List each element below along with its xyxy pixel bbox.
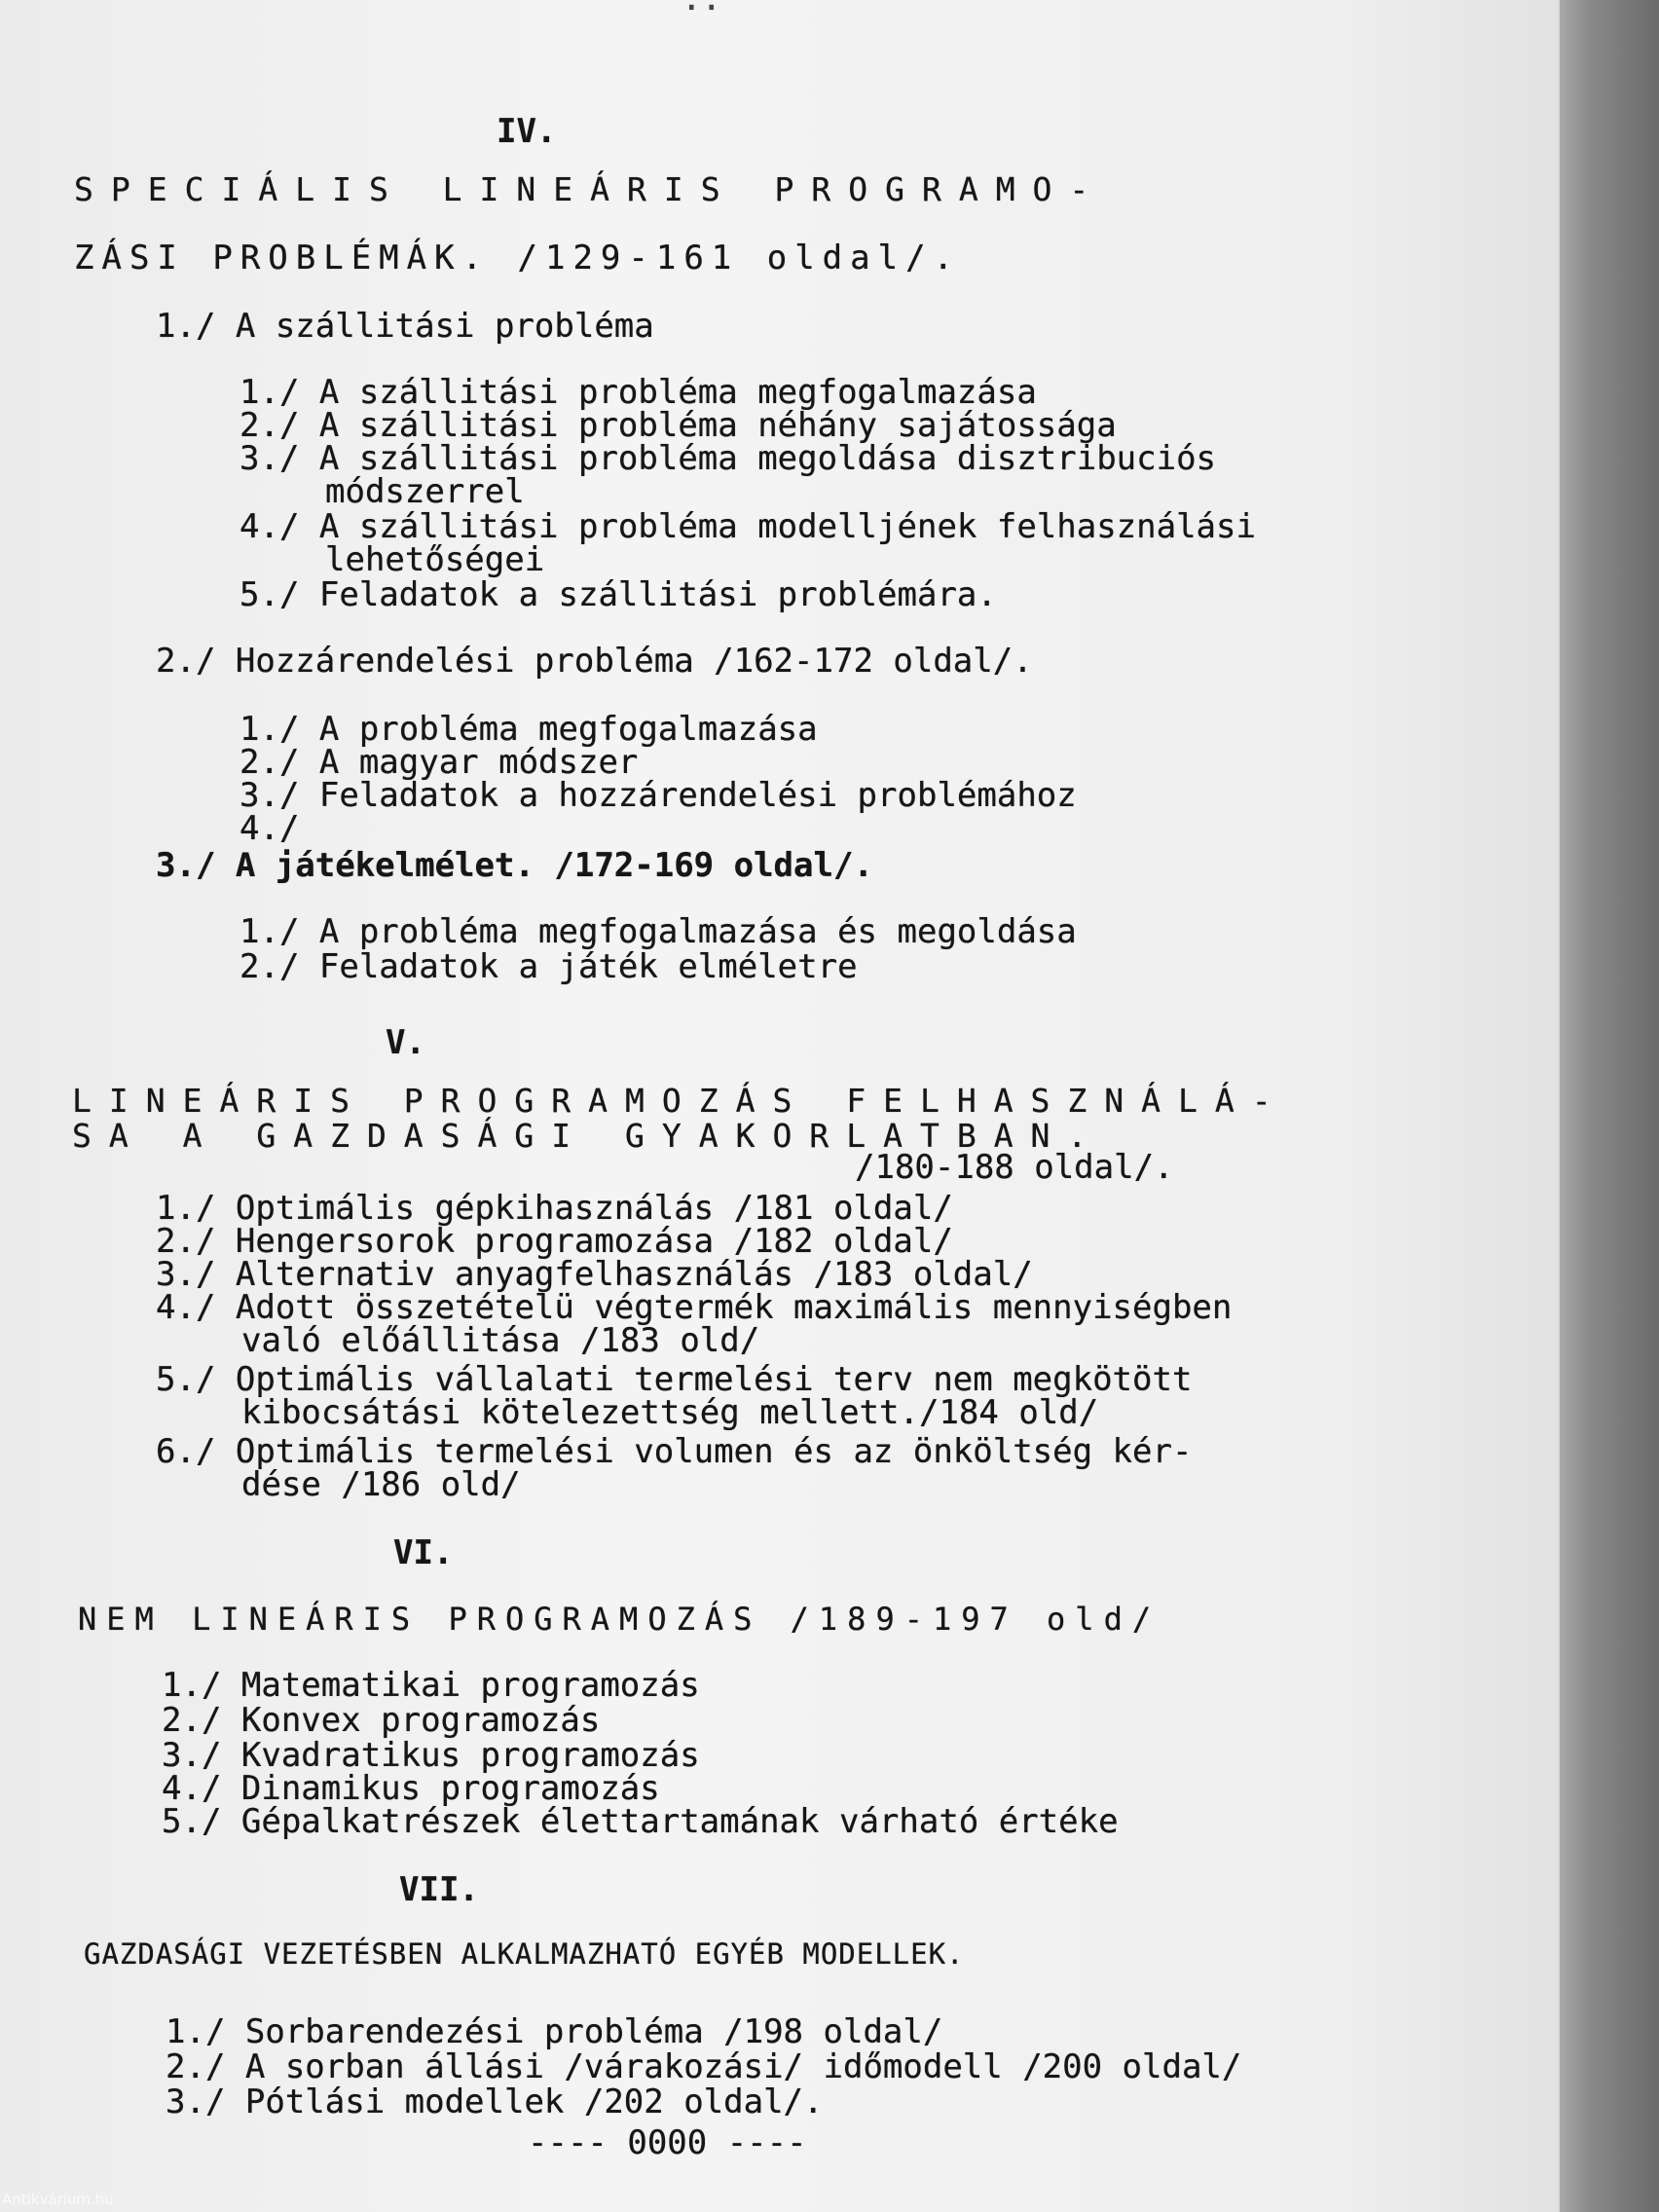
list-item: 1./ Matematikai programozás (162, 1666, 700, 1705)
list-item: 2./ Hengersorok programozása /182 oldal/ (156, 1222, 953, 1261)
list-item: 2./ Feladatok a játék elméletre (240, 947, 858, 986)
top-page-fragment (682, 0, 721, 16)
background-surface (1560, 0, 1659, 2212)
list-item: 2./ Konvex programozás (162, 1701, 601, 1740)
list-item: 3./ Feladatok a hozzárendelési problémához (240, 776, 1077, 815)
list-item: 3./ Pótlási modellek /202 oldal/. (166, 2083, 824, 2121)
list-item-continuation: lehetőségei (325, 540, 545, 579)
section-iv-1-heading: 1./ A szállitási probléma (156, 307, 654, 346)
list-item: 3./ A szállitási probléma megoldása disztribuciós (240, 439, 1217, 478)
list-item: 2./ A sorban állási /várakozási/ időmodell /200 oldal/ (166, 2047, 1242, 2086)
section-iv-3-heading: 3./ A játékelmélet. /172-169 oldal/. (156, 846, 873, 885)
section-iv-numeral: IV. (497, 112, 557, 151)
list-item: 1./ A szállitási probléma megfogalmazása (240, 373, 1037, 412)
section-iv-2-heading: 2./ Hozzárendelési probléma /162-172 oldal/. (156, 642, 1033, 681)
list-item-continuation: kibocsátási kötelezettség mellett./184 old/ (241, 1393, 1099, 1432)
list-item: 6./ Optimális termelési volumen és az önköltség kér- (156, 1432, 1193, 1471)
section-v-numeral: V. (386, 1023, 425, 1062)
list-item: 5./ Feladatok a szállitási problémára. (240, 575, 997, 614)
list-item: 4./ Dinamikus programozás (162, 1769, 660, 1808)
section-vi-numeral: VI. (393, 1533, 454, 1572)
section-v-title-line1: LINEÁRIS PROGRAMOZÁS FELHASZNÁLÁ- (72, 1082, 1289, 1120)
list-item: 1./ A probléma megfogalmazása és megoldása (240, 912, 1077, 951)
list-item: 1./ Sorbarendezési probléma /198 oldal/ (166, 2012, 943, 2051)
watermark: Antikvárium.hu (2, 2191, 114, 2208)
list-item: 2./ A magyar módszer (240, 743, 639, 782)
list-item: 3./ Alternativ anyagfelhasználás /183 oldal/ (156, 1255, 1033, 1294)
section-vii-title: GAZDASÁGI VEZETÉSBEN ALKALMAZHATÓ EGYÉB MODELLEK. (84, 1937, 965, 1971)
section-iv-title-line2: ZÁSI PROBLÉMÁK. /129-161 oldal/. (74, 239, 962, 277)
list-item: 3./ Kvadratikus programozás (162, 1736, 700, 1775)
section-v-title-line2: SA A GAZDASÁGI GYAKORLATBAN. (72, 1117, 1105, 1155)
list-item-continuation: módszerrel (325, 472, 525, 511)
section-iv-title-line1: SPECIÁLIS LINEÁRIS PROGRAMO- (74, 170, 1107, 208)
list-item: 5./ Gépalkatrészek élettartamának várható értéke (162, 1802, 1119, 1841)
list-item: 2./ A szállitási probléma néhány sajátossága (240, 406, 1117, 445)
list-item: 5./ Optimális vállalati termelési terv nem megkötött (156, 1360, 1193, 1399)
section-vii-numeral: VII. (399, 1870, 479, 1909)
list-item-continuation: való előállitása /183 old/ (241, 1321, 760, 1360)
list-item: 4./ (240, 809, 300, 848)
list-item: 1./ Optimális gépkihasználás /181 oldal/ (156, 1189, 953, 1228)
list-item: 4./ Adott összetételü végtermék maximális mennyiségben (156, 1288, 1233, 1327)
section-vi-title: NEM LINEÁRIS PROGRAMOZÁS /189-197 old/ (78, 1601, 1161, 1638)
list-item: 4./ A szállitási probléma modelljének felhasználási (240, 507, 1256, 546)
list-item-continuation: dése /186 old/ (241, 1465, 521, 1504)
end-mark: ---- 0000 ---- (528, 2123, 807, 2162)
section-v-pages: /180-188 oldal/. (855, 1148, 1174, 1187)
list-item: 1./ A probléma megfogalmazása (240, 710, 818, 749)
